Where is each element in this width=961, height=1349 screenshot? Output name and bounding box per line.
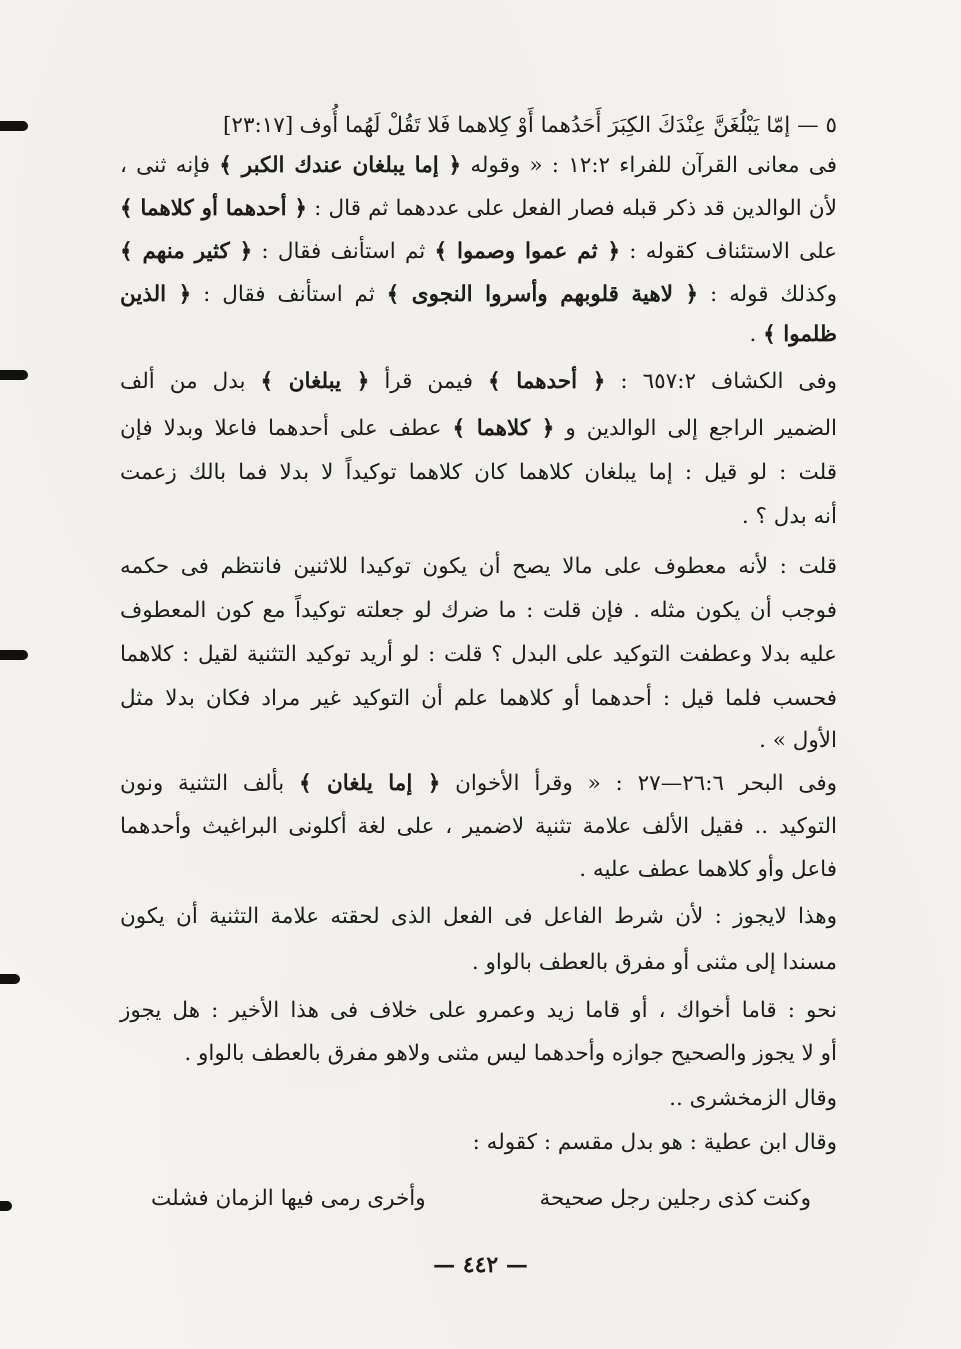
text-segment: بدل من ألف bbox=[120, 369, 261, 394]
text-line bbox=[120, 233, 837, 271]
text-segment: أو لا يجوز والصحيح جوازه وأحدهما ليس مثنى ولاهو مفرق بالعطف بالواو . bbox=[184, 1041, 837, 1066]
text-segment: على الاستئناف كقوله : bbox=[620, 239, 837, 264]
text-segment: نحو : قاما أخواك ، أو قاما زيد وعمرو على خلاف فى هذا الأخير : هل يجوز bbox=[120, 998, 837, 1023]
text-segment: وقال ابن عطية : هو بدل مقسم : كقوله : bbox=[472, 1130, 837, 1155]
text-segment: قلت : لو قيل : إما يبلغان كلاهما كان كلاهما توكيداً لا بدلا فما بالك زعمت bbox=[120, 460, 837, 485]
text-line bbox=[120, 1080, 837, 1118]
verse-reference: [٢٣:١٧] bbox=[223, 113, 294, 138]
text-segment: لأن الوالدين قد ذكر قبله فصار الفعل على عددهما ثم قال : bbox=[306, 196, 837, 221]
quranic-quote: ﴿ الذين bbox=[120, 282, 192, 307]
page-number: — ٤٤٢ — bbox=[433, 1252, 528, 1278]
text-line bbox=[120, 276, 837, 314]
text-segment: ثم استأنف فقال : bbox=[191, 282, 387, 307]
text-line bbox=[120, 548, 837, 586]
text-segment: عليه بدلا وعطفت التوكيد على البدل ؟ قلت : لو أريد توكيد التثنية لقيل : كلاهما bbox=[120, 642, 837, 667]
margin-mark bbox=[0, 650, 28, 660]
text-segment: التوكيد .. فقيل الألف علامة تثنية لاضمير ، على لغة أكلونى البراغيث وأحدهما bbox=[120, 814, 837, 839]
text-line bbox=[120, 1124, 837, 1162]
quranic-quote: ﴿ ثم عموا وصموا ﴾ bbox=[434, 239, 621, 264]
text-segment: مسندا إلى مثنى أو مفرق بالعطف بالواو . bbox=[471, 950, 837, 975]
text-segment: . bbox=[749, 322, 764, 347]
quranic-quote: ﴿ إما يلغان ﴾ bbox=[298, 771, 441, 796]
text-line bbox=[120, 316, 837, 354]
text-line bbox=[120, 636, 837, 674]
text-line bbox=[120, 592, 837, 630]
text-segment: أنه بدل ؟ . bbox=[741, 504, 837, 529]
quranic-quote: ﴿ لاهية قلوبهم وأسروا النجوى ﴾ bbox=[386, 282, 699, 307]
quranic-quote: ﴿ إما يبلغان عندك الكبر ﴾ bbox=[219, 153, 462, 178]
text-line bbox=[120, 190, 837, 228]
quranic-quote: ﴿ أحدهما ﴾ bbox=[487, 369, 606, 394]
text-segment: فى معانى القرآن للفراء ١٢:٢ : « وقوله bbox=[461, 153, 837, 178]
text-line bbox=[120, 680, 837, 718]
text-segment: وقال الزمخشرى .. bbox=[669, 1086, 837, 1111]
text-line bbox=[120, 498, 837, 536]
text-segment: قلت : لأنه معطوف على مالا يصح أن يكون توكيدا للاثنين فانتظم فى حكمه bbox=[120, 554, 837, 579]
text-line bbox=[120, 808, 837, 846]
text-line bbox=[120, 363, 837, 401]
quranic-quote: ﴿ كلاهما ﴾ bbox=[452, 416, 555, 441]
text-segment: بألف التثنية ونون bbox=[120, 771, 299, 796]
text-line bbox=[120, 992, 837, 1030]
text-segment: وفى البحر ٢٦:٦—٢٧ : « وقرأ الأخوان bbox=[440, 771, 837, 796]
text-segment: وهذا لايجوز : لأن شرط الفاعل فى الفعل الذى لحقته علامة التثنية أن يكون bbox=[120, 904, 837, 929]
text-line bbox=[120, 851, 837, 889]
text-segment: الضمير الراجع إلى الوالدين و bbox=[554, 416, 837, 441]
text-line bbox=[120, 944, 837, 982]
text-segment: وفى الكشاف ٦٥٧:٢ : bbox=[605, 369, 837, 394]
text-line bbox=[120, 147, 837, 185]
text-segment: فوجب أن يكون مثله . فإن قلت : ما ضرك لو جعلته توكيداً مع كون المعطوف bbox=[120, 598, 837, 623]
margin-mark bbox=[0, 974, 20, 984]
text-segment: فيمن قرأ bbox=[369, 369, 488, 394]
poem-first-hemistich: وكنت كذى رجلين رجل صحيحة bbox=[539, 1186, 811, 1211]
text-line bbox=[120, 410, 837, 448]
quranic-quote: ﴿ يبلغان ﴾ bbox=[260, 369, 370, 394]
poem-verse bbox=[151, 1180, 811, 1218]
verse-line bbox=[120, 107, 837, 145]
text-segment: فحسب فلما قيل : أحدهما أو كلاهما علم أن التوكيد غير مراد فكان بدلا مثل bbox=[120, 686, 837, 711]
quranic-quote: ظلموا ﴾ bbox=[763, 322, 837, 347]
margin-mark bbox=[0, 1201, 12, 1211]
text-segment: عطف على أحدهما فاعلا وبدلا فإن bbox=[120, 416, 453, 441]
margin-mark bbox=[0, 370, 28, 380]
text-segment: فإنه ثنى ، bbox=[120, 153, 220, 178]
text-segment: فاعل وأو كلاهما عطف عليه . bbox=[579, 857, 837, 882]
quranic-quote: ﴿ كثير منهم ﴾ bbox=[120, 239, 253, 264]
text-line bbox=[120, 1035, 837, 1073]
text-line bbox=[120, 454, 837, 492]
text-segment: وكذلك قوله : bbox=[698, 282, 837, 307]
text-segment: الأول » . bbox=[759, 728, 837, 753]
text-segment: ثم استأنف فقال : bbox=[252, 239, 435, 264]
margin-mark bbox=[0, 121, 28, 131]
text-line bbox=[120, 765, 837, 803]
quranic-quote: ﴿ أحدهما أو كلاهما ﴾ bbox=[120, 196, 307, 221]
text-line bbox=[120, 722, 837, 760]
verse-text: ٥ — إمّا يَبْلُغَنَّ عِنْدَكَ الكِبَرَ أَحَدُهما أَوْ كِلاهما فَلا تَقُلْ لَهُما أُوف bbox=[299, 113, 837, 138]
text-line bbox=[120, 898, 837, 936]
poem-second-hemistich: وأخرى رمى فيها الزمان فشلت bbox=[151, 1186, 426, 1211]
